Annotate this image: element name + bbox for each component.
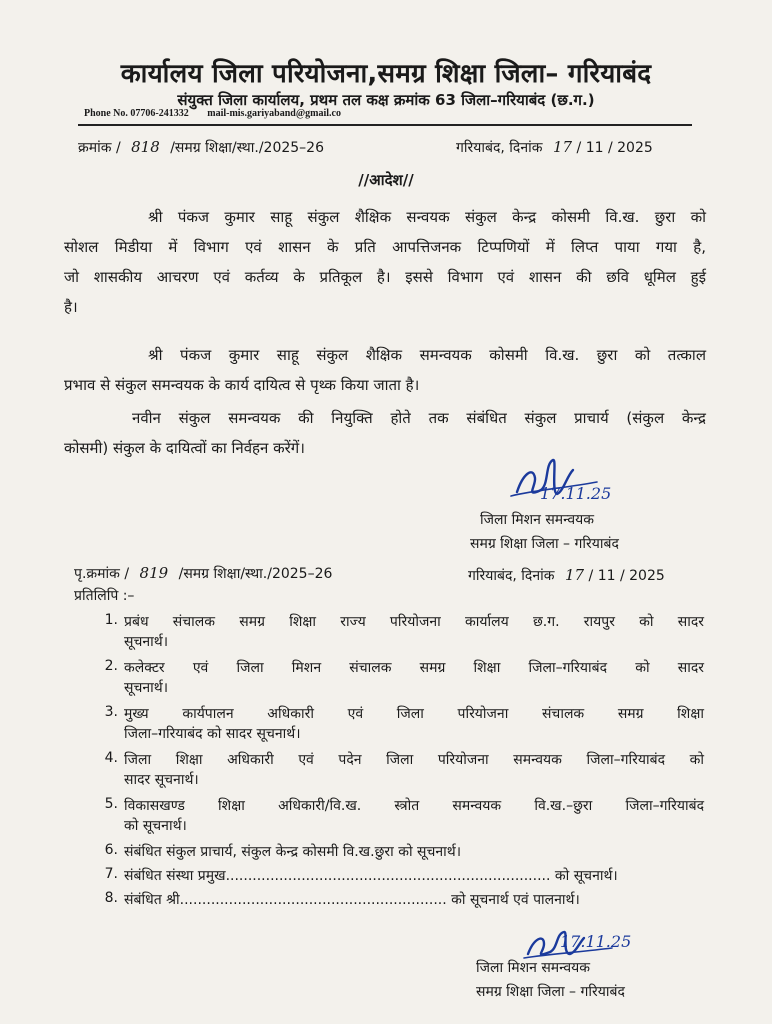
signature-1-office: समग्र शिक्षा जिला – गरियाबंद xyxy=(470,536,619,552)
email-address: mail-mis.gariyaband@gmail.co xyxy=(207,108,341,119)
order-day: 17 xyxy=(552,138,573,156)
copy-ref-suffix: /समग्र शिक्षा/स्था./2025–26 xyxy=(178,566,333,582)
order-paragraph-3 xyxy=(64,403,706,463)
list-item-number: 3. xyxy=(104,704,118,720)
list-item-text xyxy=(124,704,704,744)
paragraph-line: है। xyxy=(64,298,78,316)
list-item-text xyxy=(124,658,704,698)
list-item-number: 6. xyxy=(104,842,118,858)
list-item-number: 5. xyxy=(104,796,118,812)
list-item-number: 1. xyxy=(104,612,118,628)
order-place-date-label: गरियाबंद, दिनांक xyxy=(456,140,543,156)
paragraph-line: श्री पंकज कुमार साहू संकुल शैक्षिक सन्वयक संकुल केन्द्र कोसमी वि.ख. छुरा को xyxy=(148,208,706,226)
paragraph-line: श्री पंकज कुमार साहू संकुल शैक्षिक समन्वयक कोसमी वि.ख. छुरा को तत्काल xyxy=(148,346,706,364)
list-item-line: कलेक्टर एवं जिला मिशन संचालक समग्र शिक्षा जिला–गरियाबंद को सादर xyxy=(124,660,704,676)
header-divider xyxy=(78,124,692,126)
signature-2-date: 17.11.25 xyxy=(560,932,632,951)
signature-2-office: समग्र शिक्षा जिला – गरियाबंद xyxy=(476,984,625,1000)
list-item-line: सूचनार्थ। xyxy=(124,634,169,650)
paragraph-line: कोसमी) संकुल के दायित्वों का निर्वहन करेंगें। xyxy=(64,439,305,457)
copy-ref-label: पृ.क्रमांक / xyxy=(74,566,130,582)
signature-2-designation: जिला मिशन समन्वयक xyxy=(476,960,590,976)
list-item-line: जिला शिक्षा अधिकारी एवं पदेन जिला परियोजना समन्वयक जिला–गरियाबंद को xyxy=(124,752,704,768)
order-ref xyxy=(78,138,324,157)
list-item-line: सूचनार्थ। xyxy=(124,680,169,696)
copy-date-suffix: / 11 / 2025 xyxy=(588,568,665,584)
order-ref-number: 818 xyxy=(131,138,160,156)
paragraph-line: प्रभाव से संकुल समन्वयक के कार्य दायित्व से पृथ्क किया जाता है। xyxy=(64,376,420,394)
list-item-line: सादर सूचनार्थ। xyxy=(124,772,199,788)
list-item-line: मुख्य कार्यपालन अधिकारी एवं जिला परियोजना संचालक समग्र शिक्षा xyxy=(124,706,704,722)
paragraph-line: सोशल मिडीया में विभाग एवं शासन के प्रति आपत्तिजनक टिप्पणियों में लिप्त पाया गया है, xyxy=(64,238,706,256)
list-item-line: को सूचनार्थ। xyxy=(124,818,187,834)
order-paragraph-2 xyxy=(64,340,706,400)
order-paragraph-1 xyxy=(64,202,706,322)
signature-1-block xyxy=(470,508,619,556)
list-item-number: 8. xyxy=(104,890,118,906)
list-item-text xyxy=(124,866,704,886)
list-item-number: 7. xyxy=(104,866,118,882)
signature-1-mark xyxy=(505,452,605,514)
copy-day: 17 xyxy=(564,566,585,584)
signature-2-block xyxy=(476,956,625,1004)
copy-ref xyxy=(74,564,332,583)
signature-1-designation: जिला मिशन समन्वयक xyxy=(480,512,594,528)
signature-1-date: 17.11.25 xyxy=(540,484,612,503)
list-item-text xyxy=(124,612,704,652)
list-item-line: संबंधित संस्था प्रमुख......................................................................... को सूचनार्थ। xyxy=(124,868,618,884)
list-item-line: संबंधित संकुल प्राचार्य, संकुल केन्द्र कोसमी वि.ख.छुरा को सूचनार्थ। xyxy=(124,844,462,860)
list-item-line: विकासखण्ड शिक्षा अधिकारी/वि.ख. स्त्रोत समन्वयक वि.ख.–छुरा जिला–गरियाबंद xyxy=(124,798,704,814)
list-item-line: संबंधित श्री............................................................ को सूचनार्थ एवं पालनार्थ। xyxy=(124,892,580,908)
copy-ref-number: 819 xyxy=(139,564,169,582)
order-ref-suffix: /समग्र शिक्षा/स्था./2025–26 xyxy=(170,140,324,156)
office-address: संयुक्त जिला कार्यालय, प्रथम तल कक्ष क्रमांक 63 जिला–गरियाबंद (छ.ग.) xyxy=(177,91,595,109)
contact-line xyxy=(84,108,341,119)
order-heading: //आदेश// xyxy=(358,171,414,189)
list-item-line: जिला–गरियाबंद को सादर सूचनार्थ। xyxy=(124,726,301,742)
paragraph-line: नवीन संकुल समन्वयक की नियुक्ति होते तक संबंधित संकुल प्राचार्य (संकुल केन्द्र xyxy=(132,409,706,427)
list-item-number: 2. xyxy=(104,658,118,674)
order-date-suffix: / 11 / 2025 xyxy=(576,140,653,156)
copy-place-date-label: गरियाबंद, दिनांक xyxy=(468,568,555,584)
order-date xyxy=(456,138,653,157)
list-item-line: प्रबंध संचालक समग्र शिक्षा राज्य परियोजना कार्यालय छ.ग. रायपुर को सादर xyxy=(124,614,704,630)
paragraph-line: जो शासकीय आचरण एवं कर्तव्य के प्रतिकूल है। इससे विभाग एवं शासन की छवि धूमिल हुई xyxy=(64,268,706,286)
list-item-text xyxy=(124,890,704,910)
office-title: कार्यालय जिला परियोजना,समग्र शिक्षा जिला– गरियाबंद xyxy=(120,59,652,89)
list-item-text xyxy=(124,796,704,836)
list-item-text xyxy=(124,750,704,790)
phone-number: Phone No. 07706-241332 xyxy=(84,108,189,119)
list-item-text xyxy=(124,842,704,862)
copy-date xyxy=(468,566,665,585)
list-item-number: 4. xyxy=(104,750,118,766)
order-ref-label: क्रमांक / xyxy=(78,140,121,156)
copy-heading: प्रतिलिपि :– xyxy=(74,588,135,604)
